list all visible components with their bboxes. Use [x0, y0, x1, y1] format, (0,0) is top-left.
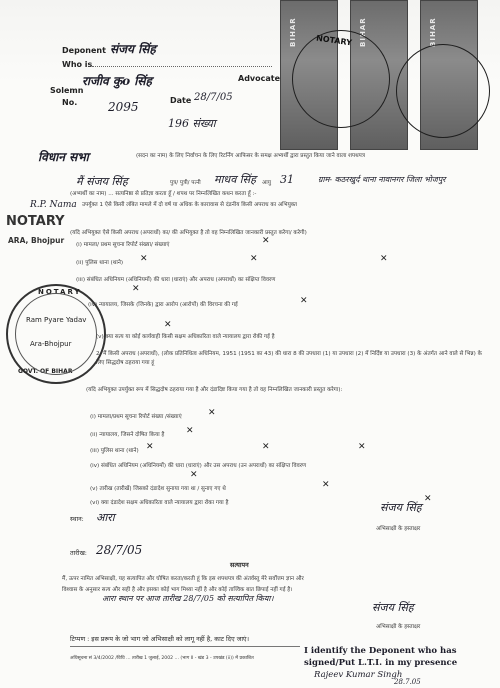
- deponent-signature: संजय सिंह: [380, 501, 422, 514]
- who-is-label: Who is: [62, 60, 93, 69]
- serial-number: 2095: [108, 100, 139, 114]
- strike-mark: ✕: [164, 320, 172, 330]
- seal-bottom-text: GOVT. OF BIHAR: [18, 368, 73, 375]
- father-name: माधव सिंह: [214, 173, 256, 186]
- clause-line-5: (v) क्या सत्य या कोई कार्यवाही किसी सक्षम अधिकारिता वाले न्यायालय द्वारा रोकी गई है: [96, 334, 275, 340]
- place-value: आरा: [96, 511, 115, 524]
- footer-rule: [70, 646, 300, 647]
- verification-place-line: आरा स्थान पर आज तारीख 28/7/05 को सत्यापित किया।: [102, 594, 274, 603]
- identify-line-2: signed/Put L.T.I. in my presence: [304, 658, 458, 668]
- verification-caption: अभिसाक्षी के हस्ताक्षर: [376, 624, 421, 630]
- clause-line-3: (iii) संबंधित अधिनियम (अधिनियमों) की धारा (धाराएं) और अपराध (अपराधों) का संक्षिप्त विवरण: [76, 277, 276, 283]
- rp-note: R.P. Nama: [30, 200, 77, 210]
- strike-mark: ✕: [300, 296, 308, 306]
- clause-line-11: (iv) संबंधित अधिनियम (अधिनियमों) की धारा (धाराएं) और उस अपराध (उन अपराधों) का संक्षिप्त विवरण: [90, 463, 307, 469]
- relation-text: पुत्र/ पुत्री/ पत्नी: [170, 180, 201, 186]
- revenue-stamp-3: BIHAR: [420, 0, 478, 150]
- age-value: 31: [280, 173, 294, 186]
- deponent-caption: अभिसाक्षी के हस्ताक्षर: [376, 526, 421, 532]
- strike-mark: ✕: [140, 254, 148, 264]
- cancellation-mark-2: [396, 44, 490, 138]
- revenue-stamp-1: BIHAR: [280, 0, 338, 150]
- strike-mark: ✕: [262, 442, 270, 452]
- revenue-stamp-2: BIHAR: [350, 0, 408, 150]
- note-line: उपर्युक्त 1 ऐसे किसी लंबित मामले में दो वर्ष या अधिक के कारावास से दंडनीय किसी अपराध का अभियुक्त: [82, 202, 297, 208]
- strike-mark: ✕: [358, 442, 366, 452]
- notary-heading: NOTARY: [6, 214, 65, 229]
- clause-line-10: (iii) पुलिस थाना (थाने): [90, 448, 139, 454]
- identifier-date: 28.7.05: [394, 678, 421, 686]
- clause-line-0: (यदि अभियुक्त ऐसे किसी अपराध (अपराधों) का/ की अभियुक्त है तो वह निम्नलिखित जानकारी प्रस्तुत करेगा/ करेगी): [70, 230, 307, 236]
- verification-text-2: विश्वास के अनुसार सत्य और सही है और इसका कोई भाग मिथ्या नहीं है और कोई तात्त्विक बात छिपाई नहीं गई है।: [62, 587, 293, 593]
- date-label: Date: [170, 96, 192, 105]
- seal-place: Ara-Bhojpur: [30, 340, 72, 348]
- strike-mark: ✕: [380, 254, 388, 264]
- verification-text-1: मैं, ऊपर नामित अभिसाक्षी, यह सत्यापित और घोषित करता/करती हूं कि इस शपथपत्र की अंतर्वस्तु मेरे सर्वोत्तम ज्ञान और: [62, 576, 304, 582]
- notary-seal: [6, 284, 106, 384]
- sabha-name: विधान सभा: [38, 150, 89, 164]
- page-reference: 196 संख्या: [168, 117, 216, 130]
- advocate-name: राजीव कुo सिंह: [82, 74, 152, 88]
- verification-heading: सत्यापन: [230, 561, 249, 569]
- strike-mark: ✕: [190, 470, 198, 480]
- clause-line-4: (iv) न्यायालय, जिसके (जिनके) द्वारा आरोप (आरोपों) की विरचना की गई: [88, 302, 238, 308]
- clause-line-7: (यदि अभियुक्त उपर्युक्त रूप में सिद्धदोष ठहराया गया है और दंडादिष्ट किया गया है तो वह निम्नलिखित जानकारी प्रस्तुत करेगा):: [86, 387, 343, 393]
- no-label: No.: [62, 98, 78, 107]
- age-label: आयु: [262, 180, 271, 186]
- main-name: मैं संजय सिंह: [76, 175, 128, 188]
- clause-line-6: 2. मैं किसी अपराध (अपराधों), (लोक प्रतिनिधित्व अधिनियम, 1951 (1951 का 43) की धारा 8 की उपधारा (1) या उपधारा (2) में निर्दिष्ट या उपधारा (3) के अंतर्गत आने वाले से भिन्न) के लिए सिद्धदोष ठहराया गया हूं: [96, 351, 482, 366]
- date-value: 28/7/05: [96, 543, 143, 557]
- footer-small: अधिसूचना सं 3/4/2002 /विधि ... तारीख 1 जुलाई, 2002 ... (भाग II - खंड 3 - उपखंड (ii)) में प्रकाशित: [70, 656, 254, 661]
- strike-mark: ✕: [322, 480, 330, 490]
- clause-line-8: (i) मामला/प्रथम सूचना रिपोर्ट संख्या /संख्याएं: [90, 414, 182, 420]
- header-date: 28/7/05: [194, 92, 233, 103]
- deponent-label: Deponent: [62, 46, 106, 55]
- village-address: ग्राम- कठरखुर्द थाना नावानगर जिला भोजपुर: [318, 175, 446, 184]
- seal-name: Ram Pyare Yadav: [26, 316, 87, 324]
- clause-line-12: (v) तारीख (तारीखें) जिसको दंडादेश सुनाया गया था / सुनाए गए थे: [90, 486, 226, 492]
- intro-line: (सदन का नाम) के लिए निर्वाचन के लिए रिटर्निंग आफिसर के समक्ष अभ्यर्थी द्वारा प्रस्तुत किया जाने वाला शपथपत्र: [136, 153, 365, 159]
- place-label: स्थान:: [70, 515, 84, 523]
- clause-line-2: (ii) पुलिस थाना (थाने): [76, 260, 124, 266]
- date-label: तारीख:: [70, 549, 87, 557]
- stamp-ring-text: NOTARY: [315, 33, 353, 48]
- advocate-label: Advocate: [238, 74, 281, 83]
- strike-mark: ✕: [250, 254, 258, 264]
- strike-mark: ✕: [186, 426, 194, 436]
- notary-place: ARA, Bhojpur: [8, 236, 65, 245]
- identify-line-1: I identify the Deponent who has: [304, 646, 457, 656]
- strike-mark: ✕: [208, 408, 216, 418]
- deponent-name: संजय सिंह: [110, 42, 156, 56]
- solemn-label: Solemn: [50, 86, 84, 95]
- identifier-signature: Rajeev Kumar Singh: [314, 670, 403, 680]
- strike-mark: ✕: [262, 236, 270, 246]
- who-is-line: [92, 66, 272, 67]
- clause-line-1: (i) मामला/ प्रथम सूचना रिपोर्ट संख्या/ संख्याएं: [76, 242, 170, 248]
- clause-line: (अभ्यर्थी का नाम) ... सत्यनिष्ठा से प्रतिज्ञा करता हूँ / शपथ पर निम्नलिखित कथन करता हूँ :-: [70, 191, 257, 197]
- seal-top-text: NOTARY: [38, 288, 82, 296]
- clause-line-13: (vi) क्या दंडादेश सक्षम अधिकारिता वाले न्यायालय द्वारा रोका गया है: [90, 500, 229, 506]
- clause-line-9: (ii) न्यायालय, जिसने दोषित किया है: [90, 432, 165, 438]
- verification-signature: संजय सिंह: [372, 601, 414, 614]
- strike-mark: ✕: [146, 442, 154, 452]
- footer-note: टिप्पण : इस प्ररूप के जो भाग जो अभिसाक्षी को लागू नहीं है, काट दिए जाएं।: [70, 635, 249, 643]
- strike-mark: ✕: [424, 494, 432, 504]
- strike-mark: ✕: [132, 284, 140, 294]
